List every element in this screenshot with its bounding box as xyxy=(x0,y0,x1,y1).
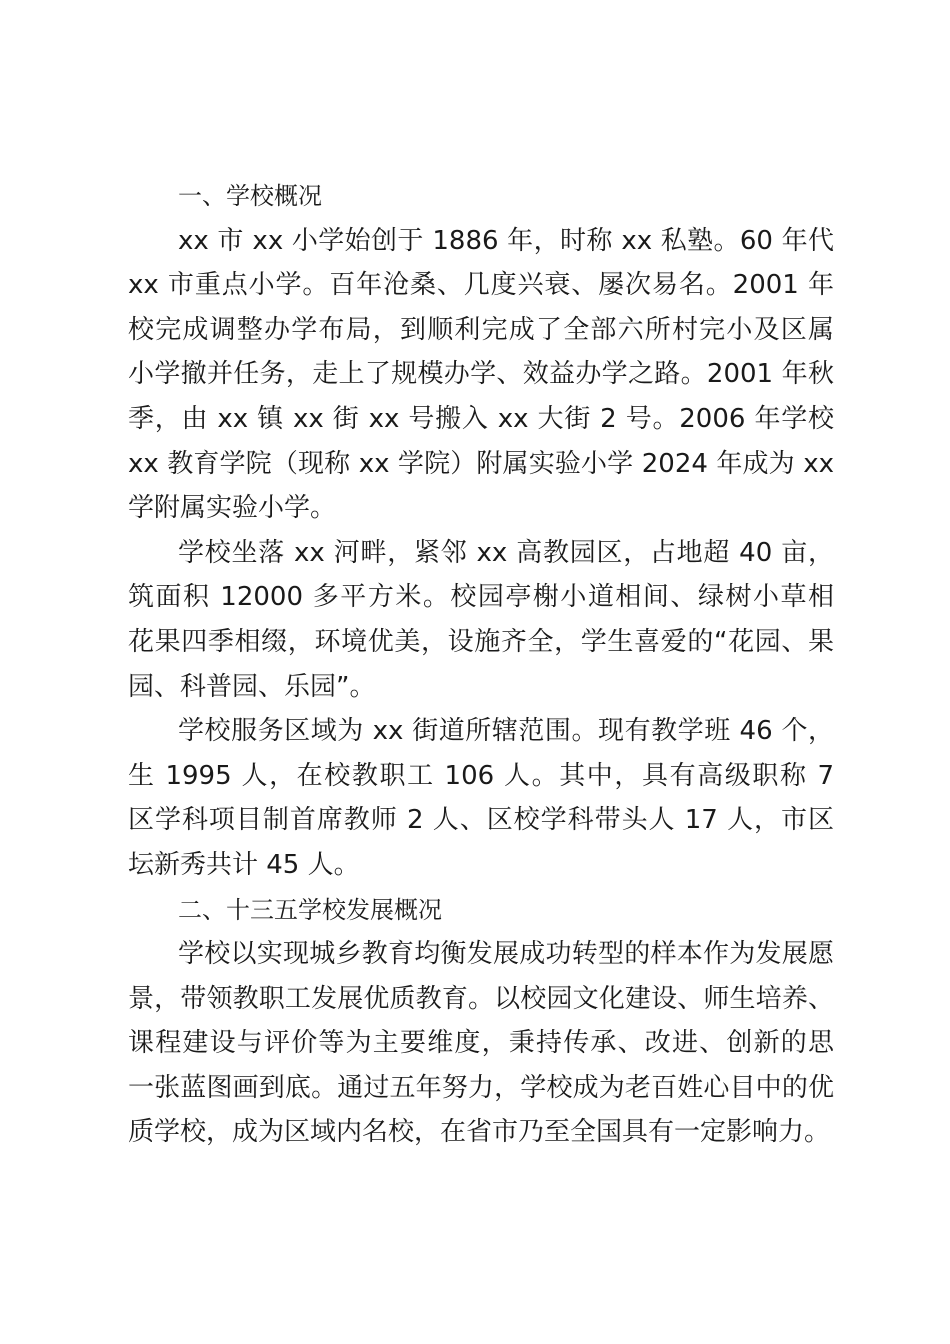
paragraph-campus xyxy=(128,531,834,709)
paragraph-staff-students xyxy=(128,709,834,887)
heading-text: 一、学校概况 xyxy=(178,182,322,210)
paragraph-line: 一张蓝图画到底。通过五年努力，学校成为老百姓心目中的优 xyxy=(128,1072,834,1103)
paragraph-line: 校完成调整办学布局，到顺利完成了全部六所村完小及区属 xyxy=(128,314,834,345)
paragraph-line: 学校以实现城乡教育均衡发展成功转型的样本作为发展愿 xyxy=(178,939,834,970)
paragraph-line: 学校坐落 xx 河畔，紧邻 xx 高教园区，占地超 40 亩， xyxy=(178,537,834,568)
paragraph-development-vision xyxy=(128,932,834,1155)
paragraph-line: xx 市 xx 小学始创于 1886 年，时称 xx 私塾。60 年代 xyxy=(178,225,834,256)
paragraph-line: 学校服务区域为 xx 街道所辖范围。现有教学班 46 个， xyxy=(178,716,834,747)
document-page xyxy=(128,174,834,1155)
paragraph-line: 园、科普园、乐园”。 xyxy=(128,671,376,702)
paragraph-line: xx 市重点小学。百年沧桑、几度兴衰、屡次易名。2001 年 xyxy=(128,270,834,301)
paragraph-line: 季，由 xx 镇 xx 街 xx 号搬入 xx 大街 2 号。2006 年学校 xyxy=(128,403,834,434)
heading-text: 二、十三五学校发展概况 xyxy=(178,895,442,924)
section-heading-development xyxy=(128,888,834,933)
paragraph-line: 区学科项目制首席教师 2 人、区校学科带头人 17 人，市区 xyxy=(128,805,834,836)
paragraph-line: 花果四季相缀，环境优美，设施齐全，学生喜爱的“花园、果 xyxy=(128,626,834,657)
paragraph-line: 坛新秀共计 45 人。 xyxy=(128,849,360,880)
section-heading-school-overview xyxy=(128,174,834,219)
paragraph-line: 课程建设与评价等为主要维度，秉持传承、改进、创新的思 xyxy=(128,1028,834,1059)
paragraph-line: 小学撤并任务，走上了规模办学、效益办学之路。2001 年秋 xyxy=(128,359,834,390)
paragraph-line: xx 教育学院（现称 xx 学院）附属实验小学 2024 年成为 xx xyxy=(128,448,834,479)
paragraph-line: 质学校，成为区域内名校，在省市乃至全国具有一定影响力。 xyxy=(128,1117,831,1148)
paragraph-school-history xyxy=(128,219,834,531)
paragraph-line: 生 1995 人，在校教职工 106 人。其中，具有高级职称 7 xyxy=(128,760,834,791)
paragraph-line: 筑面积 12000 多平方米。校园亭榭小道相间、绿树小草相 xyxy=(128,582,834,613)
paragraph-line: 景，带领教职工发展优质教育。以校园文化建设、师生培养、 xyxy=(128,983,834,1014)
paragraph-line: 学附属实验小学。 xyxy=(128,493,337,524)
